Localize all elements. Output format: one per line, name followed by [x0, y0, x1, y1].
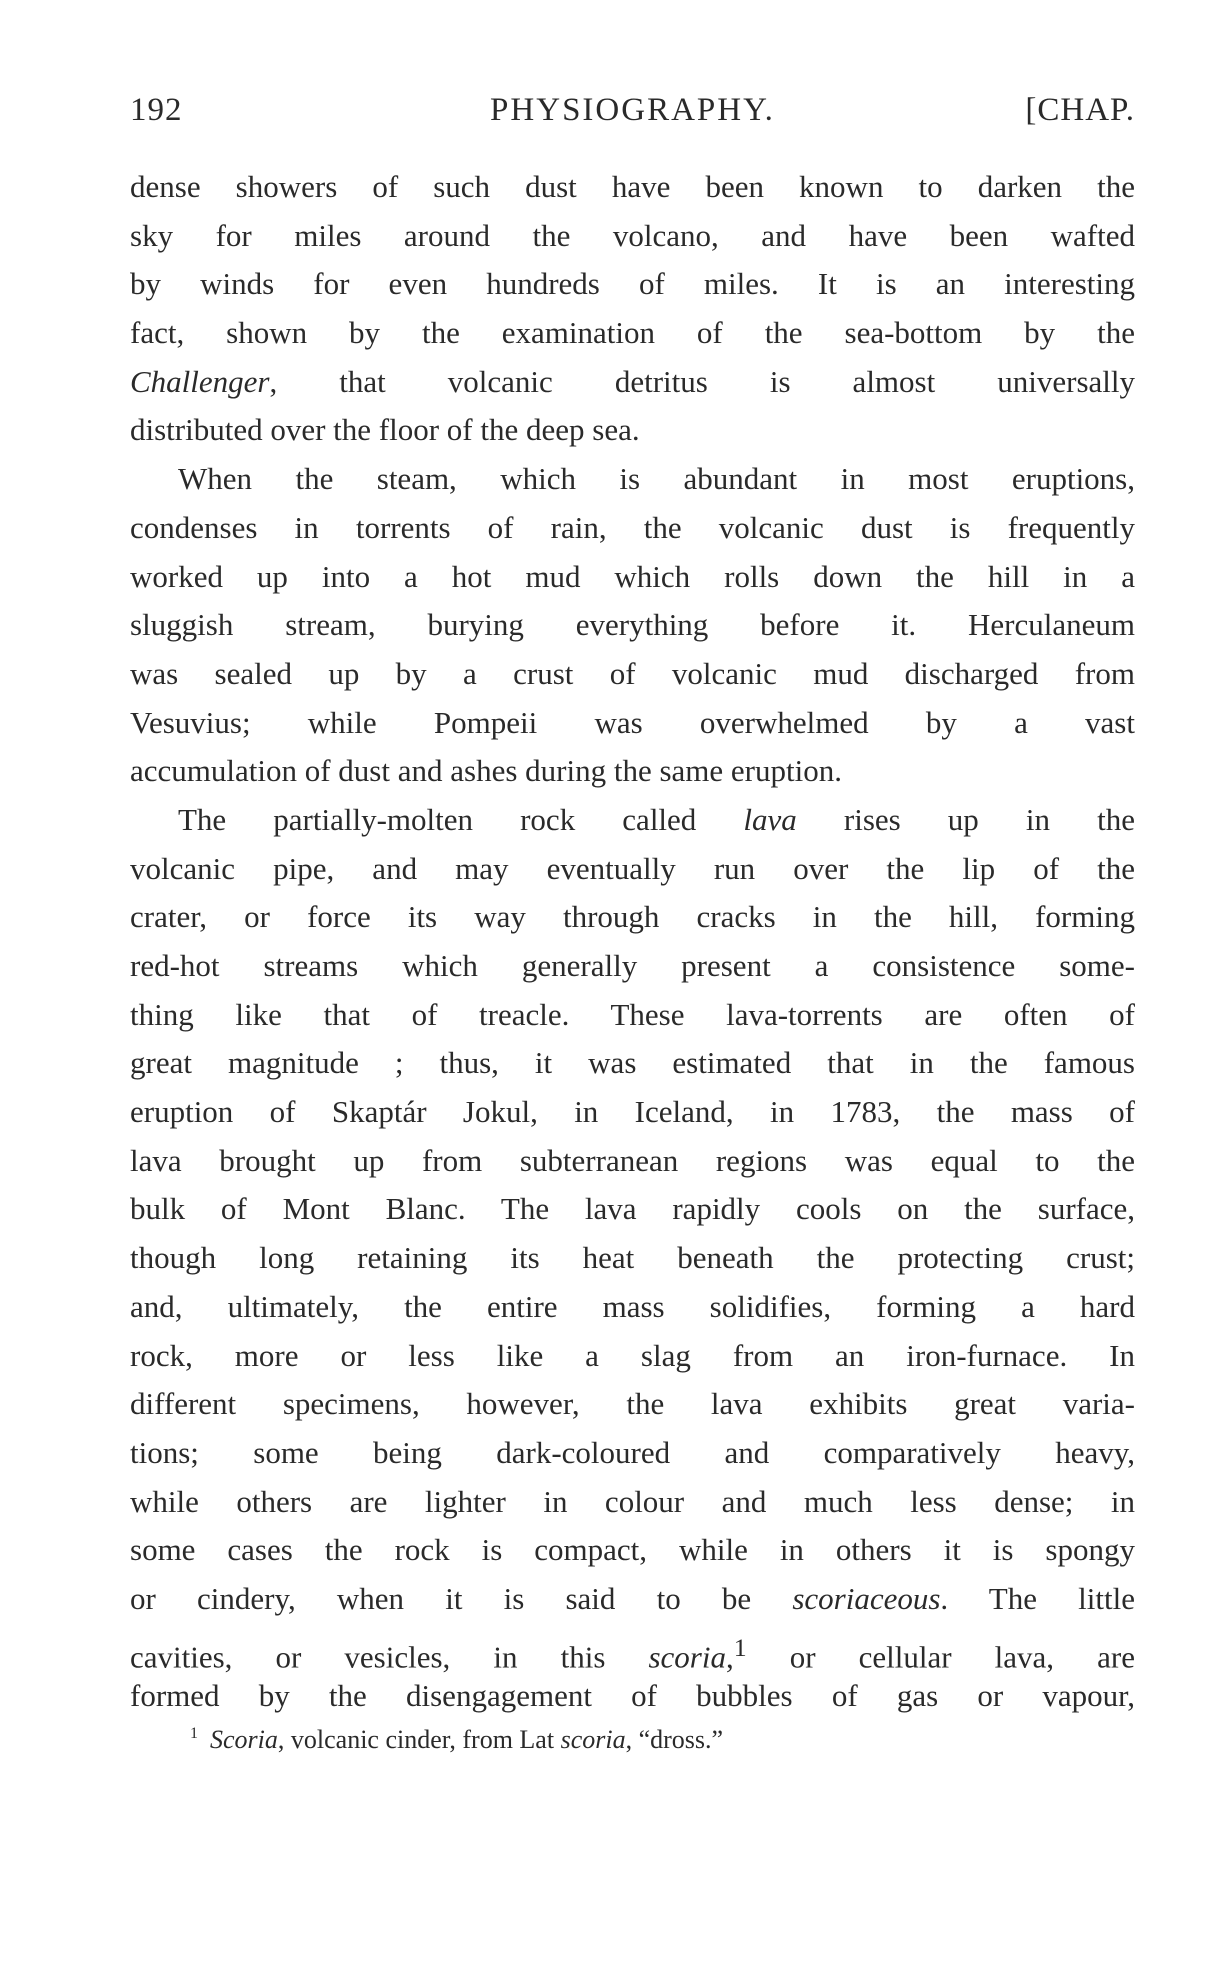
text-line: bulk of Mont Blanc. The lava rapidly cools on the surface, — [130, 1191, 1135, 1227]
text-line: sluggish stream, burying everything before it. Herculaneum — [130, 607, 1135, 643]
text-line: condenses in torrents of rain, the volcanic dust is frequently — [130, 509, 1135, 545]
text-line: Vesuvius; while Pompeii was overwhelmed by a vast — [130, 704, 1135, 740]
text-line: crater, or force its way through cracks in the hill, forming — [130, 899, 1135, 935]
footnote-latin: scoria — [560, 1725, 626, 1754]
text-line: while others are lighter in colour and much less dense; in — [130, 1483, 1135, 1519]
text-line: rock, more or less like a slag from an iron-furnace. In — [130, 1337, 1135, 1373]
term-scoria: scoria — [648, 1638, 726, 1674]
chapter-mark: [CHAP. — [1025, 92, 1135, 128]
text-line: When the steam, which is abundant in most eruptions, — [178, 461, 1135, 497]
text-line: eruption of Skaptár Jokul, in Iceland, in 1783, the mass of — [130, 1094, 1135, 1130]
text-line: dense showers of such dust have been known to darken the — [130, 169, 1135, 204]
text-line: formed by the disengagement of bubbles of gas or vapour, — [130, 1678, 1135, 1714]
text-line: sky for miles around the volcano, and have been wafted — [130, 217, 1135, 253]
text-line: different specimens, however, the lava exhibits great varia- — [130, 1386, 1135, 1422]
running-header — [130, 92, 1135, 142]
ship-name: Challenger — [130, 363, 270, 399]
body-text — [130, 163, 1135, 1721]
text-line: volcanic pipe, and may eventually run over the lip of the — [130, 850, 1135, 886]
term-scoriaceous: scoriaceous — [792, 1580, 941, 1616]
text-line: thing like that of treacle. These lava-torrents are often of — [130, 996, 1135, 1032]
term-lava: lava — [743, 801, 797, 837]
text-line: cavities, or vesicles, in this scoria,$^1$ or cellular lava, are — [130, 1632, 1135, 1674]
text-line: or cindery, when it is said to be scoriaceous. The little — [130, 1580, 1135, 1616]
running-title: PHYSIOGRAPHY. — [490, 92, 775, 128]
text-line: accumulation of dust and ashes during the same eruption. — [130, 753, 842, 789]
text-line: red-hot streams which generally present a consistence some- — [130, 948, 1135, 983]
text-line: great magnitude ; thus, it was estimated that in the famous — [130, 1045, 1135, 1081]
footnote: $^1$ Scoria, volcanic cinder, from Lat scoria, “dross.” — [190, 1725, 724, 1754]
text-line: and, ultimately, the entire mass solidifies, forming a hard — [130, 1288, 1135, 1324]
page-number: 192 — [130, 92, 183, 128]
footnote-marker: 1 — [190, 1725, 198, 1743]
text-line: though long retaining its heat beneath the protecting crust; — [130, 1240, 1135, 1276]
text-line: was sealed up by a crust of volcanic mud discharged from — [130, 655, 1135, 691]
text-line: tions; some being dark-coloured and comparatively heavy, — [130, 1434, 1135, 1470]
footnote-ref: 1 — [733, 1632, 747, 1662]
text-line: worked up into a hot mud which rolls down the hill in a — [130, 558, 1135, 594]
text-line: Challenger, that volcanic detritus is almost universally — [130, 363, 1135, 399]
text-line: some cases the rock is compact, while in others it is spongy — [130, 1532, 1135, 1568]
text-line: lava brought up from subterranean regions was equal to the — [130, 1142, 1135, 1178]
text-line: The partially-molten rock called lava rises up in the — [178, 801, 1135, 837]
text-line: fact, shown by the examination of the sea-bottom by the — [130, 315, 1135, 351]
text-line: distributed over the floor of the deep sea. — [130, 412, 640, 448]
text-line: by winds for even hundreds of miles. It is an interesting — [130, 266, 1135, 302]
footnote-term: Scoria — [210, 1725, 278, 1754]
